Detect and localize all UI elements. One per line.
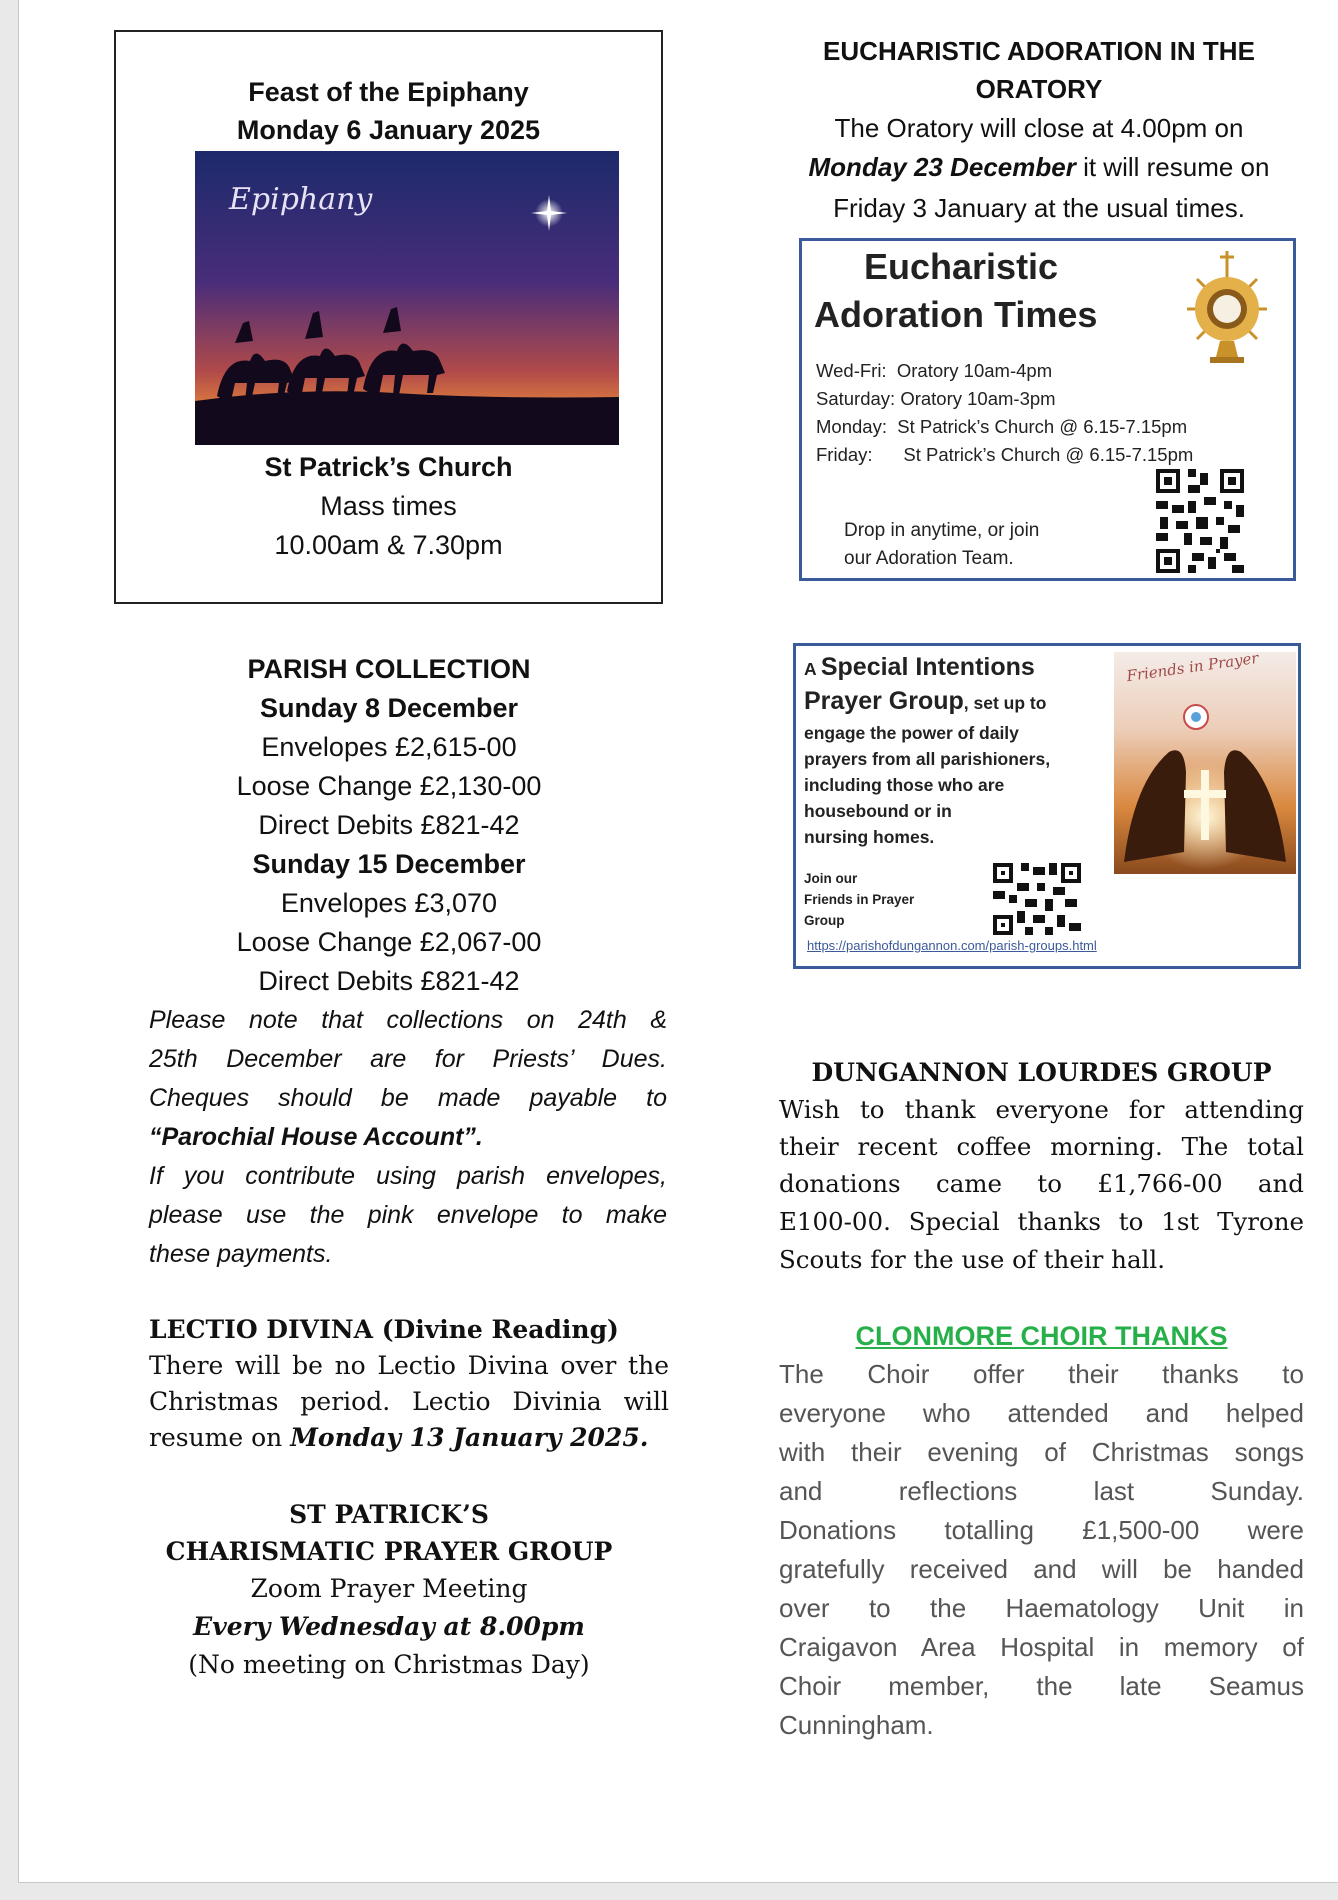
adoration-drop-line-1: Drop in anytime, or join xyxy=(844,520,1040,541)
choir-line: over to the Haematology Unit in xyxy=(779,1593,1304,1623)
collection-week1-loose: Loose Change £2,130-00 xyxy=(236,771,542,801)
prayer-card-text: including those who are xyxy=(804,775,1005,795)
charismatic-meeting: Zoom Prayer Meeting xyxy=(250,1574,528,1603)
charismatic-title-2: CHARISMATIC PRAYER GROUP xyxy=(165,1537,613,1566)
lourdes-line: Scouts for the use of their hall. xyxy=(779,1245,1166,1274)
collection-week1-debits: Direct Debits £821-42 xyxy=(258,810,520,840)
choir-line: The Choir offer their thanks to xyxy=(779,1359,1304,1389)
adoration-row: Saturday: Oratory 10am-3pm xyxy=(816,388,1056,409)
adoration-times-card xyxy=(799,238,1296,581)
adoration-title-1: EUCHARISTIC ADORATION IN THE xyxy=(823,36,1255,66)
adoration-date-em: Monday 23 December xyxy=(808,152,1076,182)
charismatic-when: Every Wednesday at 8.00pm xyxy=(193,1612,585,1641)
collection-note-line: Cheques should be made payable to xyxy=(149,1084,667,1112)
lourdes-title: DUNGANNON LOURDES GROUP xyxy=(811,1058,1272,1087)
collection-week1-date: Sunday 8 December xyxy=(259,693,519,723)
document-page xyxy=(18,0,1338,1883)
lourdes-line: E100-00. Special thanks to 1st Tyrone xyxy=(779,1207,1304,1236)
adoration-qr-code[interactable] xyxy=(1156,469,1244,573)
choir-line: and reflections last Sunday. xyxy=(779,1476,1304,1506)
prayer-card-title-2: Prayer Group xyxy=(804,687,964,715)
prayer-image-caption: Friends in Prayer xyxy=(1125,648,1260,686)
prayer-join-1: Join our xyxy=(804,871,858,886)
adoration-drop-line-2: our Adoration Team. xyxy=(844,548,1014,569)
adoration-card-heading-2: Adoration Times xyxy=(814,294,1098,335)
prayer-qr-code[interactable] xyxy=(992,863,1082,935)
prayer-groups-link[interactable]: https://parishofdungannon.com/parish-groups.html xyxy=(807,938,1097,953)
choir-line: Cunningham. xyxy=(779,1710,934,1740)
lectio-line: Christmas period. Lectio Divinia will xyxy=(149,1387,669,1416)
collection-title: PARISH COLLECTION xyxy=(247,654,531,684)
adoration-title-2: ORATORY xyxy=(975,74,1103,104)
charismatic-title-1: ST PATRICK’S xyxy=(289,1500,489,1529)
adoration-row: Friday: St Patrick’s Church @ 6.15-7.15pm xyxy=(816,444,1194,465)
collection-week2-loose: Loose Change £2,067-00 xyxy=(236,927,542,957)
epiphany-title: Feast of the Epiphany xyxy=(248,77,529,107)
lectio-resume xyxy=(149,1420,689,1456)
lourdes-line: their recent coffee morning. The total xyxy=(779,1132,1304,1161)
collection-note-line: 25th December are for Priests’ Dues. xyxy=(149,1045,667,1073)
collection-week2-envelopes: Envelopes £3,070 xyxy=(280,888,498,918)
prayer-card-text: engage the power of daily xyxy=(804,723,1019,743)
choir-line: Craigavon Area Hospital in memory of xyxy=(779,1632,1304,1662)
lectio-line: There will be no Lectio Divina over the xyxy=(149,1351,669,1380)
collection-note-line: Please note that collections on 24th & xyxy=(149,1006,667,1034)
lourdes-line: Wish to thank everyone for attending xyxy=(779,1095,1304,1124)
prayer-card-title-1: Special Intentions xyxy=(820,653,1035,681)
choir-line: gratefully received and will be handed xyxy=(779,1554,1304,1584)
prayer-card-text: nursing homes. xyxy=(804,827,935,847)
collection-week1-envelopes: Envelopes £2,615-00 xyxy=(261,732,517,762)
prayer-card-headline xyxy=(804,654,1035,683)
prayer-card-text: housebound or in xyxy=(804,801,952,821)
adoration-line-3: Friday 3 January at the usual times. xyxy=(833,193,1245,223)
choir-line: everyone who attended and helped xyxy=(779,1398,1304,1428)
choir-line: Donations totalling £1,500-00 were xyxy=(779,1515,1304,1545)
prayer-card-a: A xyxy=(804,659,821,679)
adoration-row: Monday: St Patrick’s Church @ 6.15-7.15pm xyxy=(816,416,1188,437)
lectio-line: resume on xyxy=(149,1423,291,1452)
epiphany-date: Monday 6 January 2025 xyxy=(236,115,541,145)
choir-line: Choir member, the late Seamus xyxy=(779,1671,1304,1701)
lourdes-line: donations came to £1,766-00 and xyxy=(779,1169,1304,1198)
charismatic-note: (No meeting on Christmas Day) xyxy=(188,1650,590,1679)
collection-note-line: please use the pink envelope to make xyxy=(149,1201,667,1229)
epiphany-mass-label: Mass times xyxy=(320,491,457,521)
collection-week2-date: Sunday 15 December xyxy=(252,849,526,879)
prayer-join-3: Group xyxy=(804,913,845,928)
monstrance-icon xyxy=(1172,249,1282,367)
collection-note-line: these payments. xyxy=(149,1240,333,1268)
choir-title: CLONMORE CHOIR THANKS xyxy=(855,1321,1228,1351)
collection-note-line: “Parochial House Account”. xyxy=(149,1123,483,1151)
epiphany-image-caption: Epiphany xyxy=(229,182,373,217)
adoration-line-2-rest: it will resume on xyxy=(1075,152,1270,182)
epiphany-church: St Patrick’s Church xyxy=(264,452,513,482)
prayer-group-card xyxy=(793,643,1301,969)
adoration-line-2 xyxy=(769,147,1309,187)
epiphany-mass-times: 10.00am & 7.30pm xyxy=(274,530,503,560)
adoration-row: Wed-Fri: Oratory 10am-4pm xyxy=(816,360,1053,381)
collection-note-line: If you contribute using parish envelopes, xyxy=(149,1162,667,1190)
prayer-join-2: Friends in Prayer xyxy=(804,892,915,907)
prayer-card-text: prayers from all parishioners, xyxy=(804,749,1051,769)
praying-hands-image xyxy=(1114,652,1296,874)
prayer-card-line xyxy=(804,688,1046,717)
adoration-line-1: The Oratory will close at 4.00pm on xyxy=(834,113,1244,143)
prayer-card-text: , set up to xyxy=(963,693,1047,713)
collection-week2-debits: Direct Debits £821-42 xyxy=(258,966,520,996)
lectio-date: Monday 13 January 2025. xyxy=(290,1423,649,1452)
choir-line: with their evening of Christmas songs xyxy=(779,1437,1304,1467)
adoration-card-heading-1: Eucharistic xyxy=(864,246,1059,287)
lectio-title: LECTIO DIVINA (Divine Reading) xyxy=(149,1315,619,1344)
